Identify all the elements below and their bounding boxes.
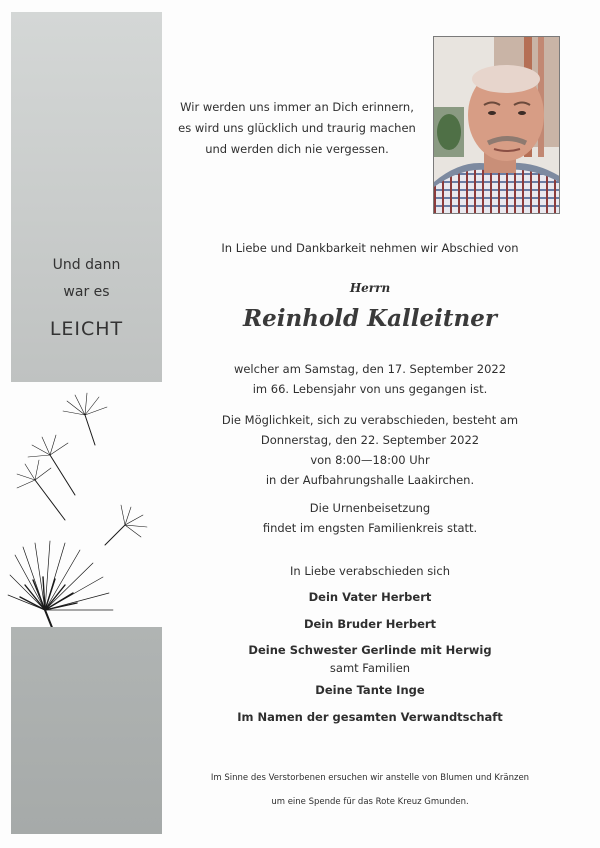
mourner-sister-note: samt Familien (329, 661, 411, 675)
viewing-line: Donnerstag, den 22. September 2022 (260, 433, 480, 447)
viewing-details (200, 410, 540, 490)
mourner-family: Im Namen der gesamten Verwandtschaft (237, 710, 503, 724)
urn-line: findet im engsten Familienkreis statt. (262, 521, 478, 535)
mourner-aunt: Deine Tante Inge (315, 683, 425, 697)
viewing-line: in der Aufbahrungshalle Laakirchen. (265, 473, 475, 487)
quote-line: es wird uns glücklich und traurig machen (178, 121, 416, 135)
sidebar-line-2: war es (63, 284, 110, 300)
urn-line: Die Urnenbeisetzung (309, 501, 431, 515)
death-line: welcher am Samstag, den 17. September 2022 (233, 362, 507, 376)
quote-line: Wir werden uns immer an Dich erinnern, (180, 100, 414, 114)
sidebar-line-3: LEICHT (49, 318, 124, 340)
dandelion-illustration (5, 385, 170, 630)
urn-notice (200, 498, 540, 538)
portrait-photo (433, 36, 560, 214)
farewell-intro: In Liebe und Dankbarkeit nehmen wir Abschied von (221, 241, 519, 255)
quote-line: und werden dich nie vergessen. (205, 142, 389, 156)
mourner-brother: Dein Bruder Herbert (303, 617, 437, 631)
deceased-name: Reinhold Kalleitner (243, 305, 497, 332)
memorial-quote (172, 97, 422, 160)
death-notice (200, 359, 540, 399)
salutation: Herrn (349, 281, 391, 295)
footer-line: Im Sinne des Verstorbenen ersuchen wir anstelle von Blumen und Kränzen (210, 773, 530, 783)
death-line: im 66. Lebensjahr von uns gegangen ist. (252, 382, 488, 396)
mourner-father: Dein Vater Herbert (308, 590, 432, 604)
mourner-sister: Deine Schwester Gerlinde mit Herwig (248, 643, 492, 657)
viewing-line: von 8:00—18:00 Uhr (310, 453, 430, 467)
footer-line: um eine Spende für das Rote Kreuz Gmunden. (271, 797, 469, 807)
donation-note (180, 766, 560, 814)
mourners-intro: In Liebe verabschieden sich (290, 564, 450, 578)
sidebar-line-1: Und dann (52, 257, 121, 273)
decorative-panel-bottom (11, 627, 162, 834)
viewing-line: Die Möglichkeit, sich zu verabschieden, besteht am (221, 413, 519, 427)
